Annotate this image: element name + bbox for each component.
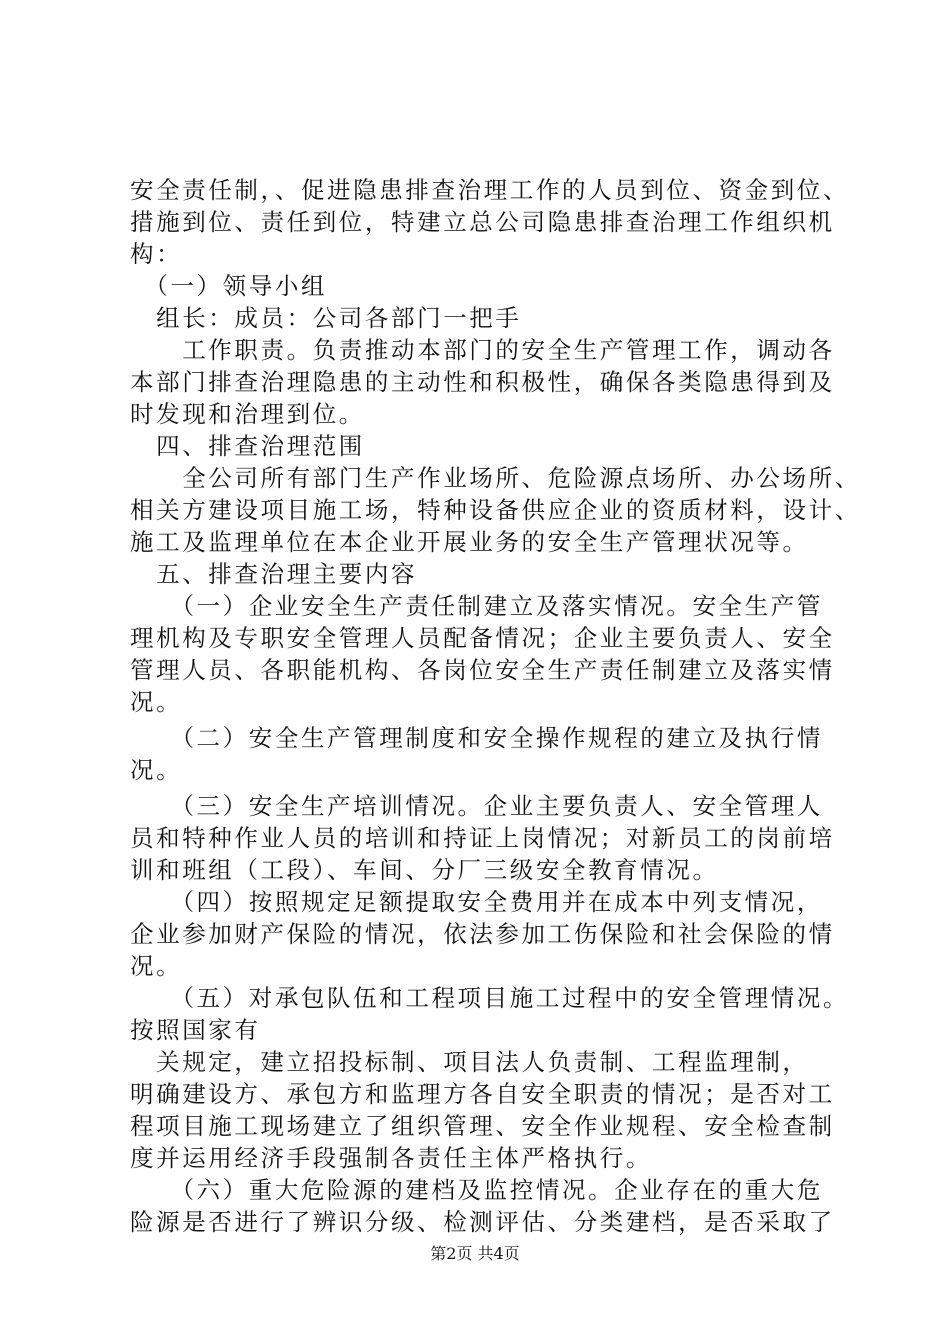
section-heading: （一）领导小组: [130, 272, 328, 300]
text-line: （六）重大危险源的建档及监控情况。企业存在的重大危: [130, 1176, 823, 1204]
text-line: 安全责任制，、促进隐患排查治理工作的人员到位、资金到位、: [130, 176, 850, 204]
text-line: 全公司所有部门生产作业场所、危险源点场所、办公场所、: [130, 464, 861, 492]
text-line: 况。: [130, 952, 183, 980]
text-line: （一）企业安全生产责任制建立及落实情况。安全生产管: [130, 592, 823, 620]
text-line: 工作职责。负责推动本部门的安全生产管理工作，调动各: [130, 336, 835, 364]
text-line: 关规定，建立招投标制、项目法人负责制、工程监理制，: [130, 1048, 809, 1076]
text-line: （三）安全生产培训情况。企业主要负责人、安全管理人: [130, 792, 823, 820]
text-line: 险源是否进行了辨识分级、检测评估、分类建档，是否采取了: [130, 1208, 835, 1236]
text-line: 时发现和治理到位。: [130, 400, 365, 428]
text-line: 相关方建设项目施工场，特种设备供应企业的资质材料，设计、: [130, 496, 861, 524]
text-line: 员和特种作业人员的培训和持证上岗情况；对新员工的岗前培: [130, 824, 835, 852]
section-heading: 四、排查治理范围: [130, 432, 365, 460]
text-line: 训和班组（工段）、车间、分厂三级安全教育情况。: [130, 856, 719, 884]
text-line: 施工及监理单位在本企业开展业务的安全生产管理状况等。: [130, 528, 809, 556]
text-line: （五）对承包队伍和工程项目施工过程中的安全管理情况。: [130, 984, 850, 1012]
text-line: 管理人员、各职能机构、各岗位安全生产责任制建立及落实情: [130, 656, 835, 684]
text-line: 按照国家有: [130, 1016, 261, 1044]
page-number-footer: 第2页 共4页: [430, 1244, 520, 1263]
text-line: 企业参加财产保险的情况，依法参加工伤保险和社会保险的情: [130, 920, 835, 948]
text-line: 本部门排查治理隐患的主动性和积极性，确保各类隐患得到及: [130, 368, 835, 396]
text-line: 措施到位、责任到位，特建立总公司隐患排查治理工作组织机: [130, 208, 835, 236]
text-line: 理机构及专职安全管理人员配备情况；企业主要负责人、安全: [130, 624, 835, 652]
text-line: 明确建设方、承包方和监理方各自安全职责的情况；是否对工: [130, 1080, 835, 1108]
text-line: （四）按照规定足额提取安全费用并在成本中列支情况，: [130, 888, 823, 916]
text-line: 程项目施工现场建立了组织管理、安全作业规程、安全检查制: [130, 1112, 835, 1140]
text-line: 度并运用经济手段强制各责任主体严格执行。: [130, 1144, 652, 1172]
text-line: （二）安全生产管理制度和安全操作规程的建立及执行情: [130, 724, 823, 752]
text-line: 况。: [130, 688, 183, 716]
document-body: [130, 174, 861, 1238]
text-line: 况。: [130, 756, 183, 784]
section-heading: 五、排查治理主要内容: [130, 560, 418, 588]
text-line: 组长：成员：公司各部门一把手: [130, 304, 522, 332]
text-line: 构：: [130, 240, 183, 268]
